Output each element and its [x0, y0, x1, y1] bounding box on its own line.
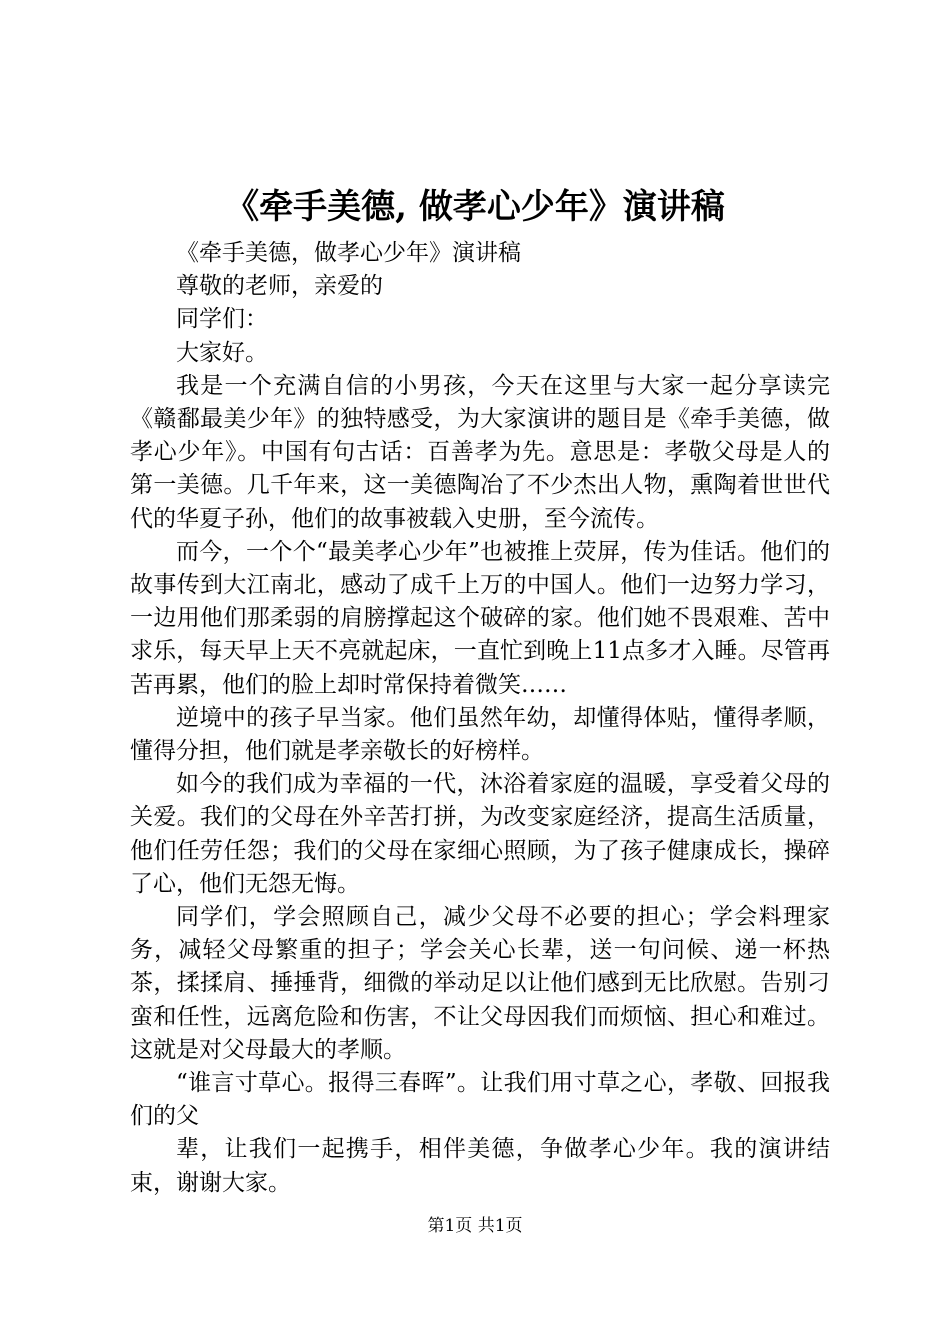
paragraph: 而今，一个个“最美孝心少年”也被推上荧屏，传为佳话。他们的故事传到大江南北，感动了成千上万的中国人。他们一边努力学习，一边用他们那柔弱的肩膀撑起这个破碎的家。他们她不畏艰难、苦中求乐，每天早上天不亮就起床，一直忙到晚上11点多才入睡。尽管再苦再累，他们的脸上却时常保持着微笑……: [130, 538, 830, 698]
paragraph-salutation-cont: 同学们：: [176, 306, 268, 333]
paragraph: 同学们，学会照顾自己，减少父母不必要的担心；学会料理家务，减轻父母繁重的担子；学会关心长辈，送一句问候、递一杯热茶，揉揉肩、捶捶背，细微的举动足以让他们感到无比欣慰。告别刁蛮和任性，远离危险和伤害，不让父母因我们而烦恼、担心和难过。这就是对父母最大的孝顺。: [130, 904, 830, 1063]
paragraph-heading-repeat: 《牵手美德，做孝心少年》演讲稿: [176, 240, 521, 266]
paragraph-salutation: 尊敬的老师，亲爱的: [176, 273, 383, 300]
paragraph: “谁言寸草心。报得三春晖”。让我们用寸草之心，孝敬、回报我们的父: [130, 1070, 830, 1130]
paragraph: 逆境中的孩子早当家。他们虽然年幼，却懂得体贴，懂得孝顺，懂得分担，他们就是孝亲敬长的好榜样。: [130, 704, 830, 765]
page-footer: 第1页 共1页: [427, 1216, 523, 1236]
document-title: 《牵手美德, 做孝心少年》演讲稿: [225, 187, 725, 227]
paragraph-greeting: 大家好。: [176, 339, 268, 366]
paragraph: 我是一个充满自信的小男孩，今天在这里与大家一起分享读完《赣鄱最美少年》的独特感受，为大家演讲的题目是《牵手美德，做孝心少年》。中国有句古话：百善孝为先。意思是：孝敬父母是人的第一美德。几千年来，这一美德陶冶了不少杰出人物，熏陶着世世代代的华夏子孙，他们的故事被载入史册，至今流传。: [130, 372, 830, 532]
document-body: [130, 237, 830, 1200]
paragraph: 如今的我们成为幸福的一代，沐浴着家庭的温暖，享受着父母的关爱。我们的父母在外辛苦打拼，为改变家庭经济，提高生活质量，他们任劳任怨；我们的父母在家细心照顾，为了孩子健康成长，操碎了心，他们无怨无悔。: [130, 771, 830, 897]
paragraph-closing: 辈，让我们一起携手，相伴美德，争做孝心少年。我的演讲结束，谢谢大家。: [130, 1136, 830, 1196]
